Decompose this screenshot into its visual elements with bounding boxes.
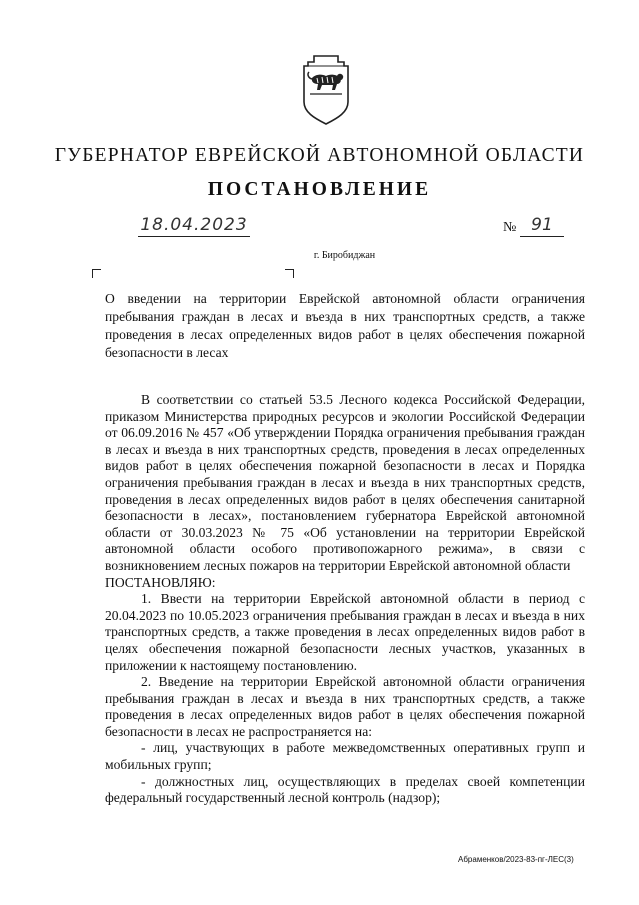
document-body	[105, 392, 585, 807]
document-date: 18.04.2023	[138, 214, 250, 237]
item-2-sub-1: - лиц, участвующих в работе межведомственных оперативных групп и мобильных групп;	[105, 740, 585, 773]
tiger-coat-of-arms-icon	[300, 54, 352, 126]
subject-corner-right	[285, 269, 294, 278]
item-2-sub-2: - должностных лиц, осуществляющих в пределах своей компетенции федеральный государственный лесной контроль (надзор);	[105, 773, 585, 806]
footer-reference: Абраменков/2023-83-пг-ЛЕС(3)	[458, 855, 574, 864]
city: г. Биробиджан	[313, 250, 376, 261]
preamble-paragraph: В соответствии со статьей 53.5 Лесного кодекса Российской Федерации, приказом Министерства природных ресурсов и экологии Российской Федерации от 06.09.2016 № 457 «Об утверждении Порядка ограничения пребывания граждан в лесах и въезда в них транспортных средств, проведения в лесах определенных видов работ в целях обеспечения пожарной безопасности в лесах и Порядка ограничения пребывания граждан в лесах и въезда в них транспортных средств, проведения в лесах определенных видов работ в целях обеспечения санитарной безопасности в лесах», постановлением губернатора Еврейской автономной области от 30.03.2023 № 75 «Об установлении на территории Еврейской автономной области особого противопожарного режима», в связи с возникновением лесных пожаров на территории Еврейской автономной области	[105, 392, 585, 573]
item-2-paragraph: 2. Введение на территории Еврейской автономной области ограничения пребывания граждан в лесах и въезда в них транспортных средств, а также проведения в лесах определенных видов работ в целях обеспечения пожарной безопасности в лесах не распространяется на:	[105, 674, 585, 739]
governor-title: ГУБЕРНАТОР ЕВРЕЙСКОЙ АВТОНОМНОЙ ОБЛАСТИ	[54, 145, 585, 166]
decree-word: ПОСТАНОВЛЯЮ:	[105, 574, 216, 590]
item-1-paragraph: 1. Ввести на территории Еврейской автономной области в период с 20.04.2023 по 10.05.2023 ограничения пребывания граждан в лесах и въезда в них транспортных средств, а также проведения в лесах определенных видов работ в целях обеспечения пожарной безопасности лесных участков, указанных в приложении к настоящему постановлению.	[105, 591, 585, 673]
document-subject: О введении на территории Еврейской автономной области ограничения пребывания граждан в лесах и въезда в них транспортных средств, а также проведения в лесах определенных видов работ в целях обеспечения пожарной безопасности в лесах	[105, 291, 585, 360]
number-label: №	[503, 220, 517, 235]
document-type: ПОСТАНОВЛЕНИЕ	[207, 179, 432, 200]
document-number: 91	[520, 214, 564, 237]
subject-corner-left	[92, 269, 101, 278]
